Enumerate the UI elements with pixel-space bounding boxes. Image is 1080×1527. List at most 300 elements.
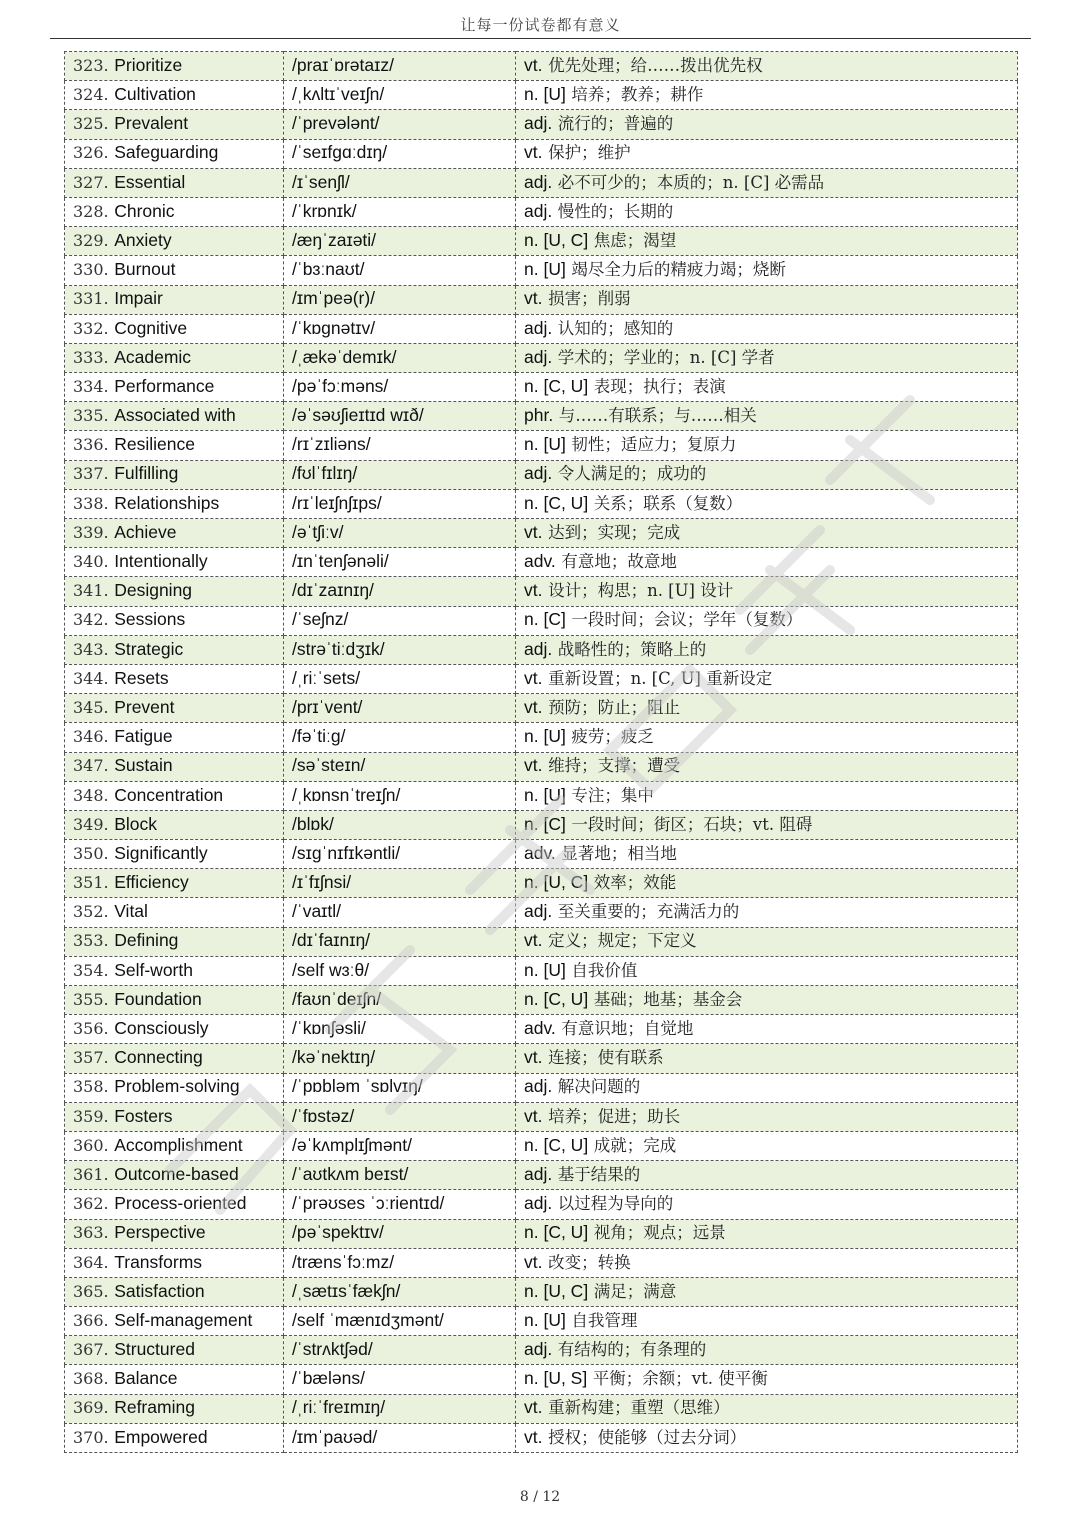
entry-part-of-speech: vt. xyxy=(524,930,543,951)
entry-definition: 基础；地基；基金会 xyxy=(593,989,743,1009)
entry-number: 335. xyxy=(73,406,109,426)
word-cell xyxy=(65,285,284,314)
entry-part-of-speech: vt. xyxy=(524,1426,543,1447)
entry-phonetic: /ˈbæləns/ xyxy=(292,1368,365,1389)
entry-phonetic: /ˌækəˈdemɪk/ xyxy=(292,346,397,367)
entry-word: Cognitive xyxy=(114,317,188,338)
table-row xyxy=(65,1015,1018,1044)
word-cell xyxy=(65,577,284,606)
phonetic-cell xyxy=(284,577,516,606)
table-row xyxy=(65,81,1018,110)
entry-definition: 成就；完成 xyxy=(593,1135,677,1155)
entry-part-of-speech: adj. xyxy=(524,200,553,221)
word-cell xyxy=(65,986,284,1015)
word-cell xyxy=(65,373,284,402)
entry-number: 323. xyxy=(73,55,109,75)
entry-number: 349. xyxy=(73,814,109,834)
entry-definition: 表现；执行；表演 xyxy=(593,376,726,396)
definition-cell xyxy=(516,110,1018,139)
entry-phonetic: /kəˈnektɪŋ/ xyxy=(292,1047,376,1068)
entry-definition: 重新设置；n. [C, U] 重新设定 xyxy=(548,668,773,688)
word-cell xyxy=(65,1423,284,1452)
word-cell xyxy=(65,1015,284,1044)
table-row xyxy=(65,519,1018,548)
entry-part-of-speech: n. [C, U] xyxy=(524,492,589,513)
entry-phonetic: /ˌriːˈfreɪmɪŋ/ xyxy=(292,1397,386,1418)
phonetic-cell xyxy=(284,840,516,869)
entry-phonetic: /ˈkɒnʃəsli/ xyxy=(292,1018,366,1039)
entry-word: Accomplishment xyxy=(114,1134,243,1155)
phonetic-cell xyxy=(284,927,516,956)
entry-phonetic: /ˈpɒbləm ˈsɒlvɪŋ/ xyxy=(292,1076,423,1097)
table-row xyxy=(65,956,1018,985)
entry-number: 355. xyxy=(73,989,109,1009)
definition-cell xyxy=(516,227,1018,256)
word-cell xyxy=(65,314,284,343)
table-row xyxy=(65,110,1018,139)
vocabulary-table xyxy=(64,51,1018,1453)
entry-definition: 培养；教养；耕作 xyxy=(571,85,704,105)
entry-number: 338. xyxy=(73,493,109,513)
phonetic-cell xyxy=(284,1336,516,1365)
definition-cell xyxy=(516,1307,1018,1336)
entry-word: Satisfaction xyxy=(114,1280,205,1301)
entry-phonetic: /self wɜːθ/ xyxy=(292,959,370,980)
entry-phonetic: /pəˈspektɪv/ xyxy=(292,1222,384,1243)
entry-phonetic: /ˈseʃnz/ xyxy=(292,609,349,630)
entry-word: Block xyxy=(114,813,157,834)
definition-cell xyxy=(516,1365,1018,1394)
entry-number: 334. xyxy=(73,376,109,396)
definition-cell xyxy=(516,314,1018,343)
entry-word: Self-management xyxy=(114,1309,253,1330)
word-cell xyxy=(65,431,284,460)
table-row xyxy=(65,489,1018,518)
phonetic-cell xyxy=(284,694,516,723)
definition-cell xyxy=(516,81,1018,110)
definition-cell xyxy=(516,1102,1018,1131)
entry-word: Relationships xyxy=(114,492,220,513)
word-cell xyxy=(65,781,284,810)
table-row xyxy=(65,1131,1018,1160)
word-cell xyxy=(65,548,284,577)
entry-phonetic: /ɪnˈtenʃənəli/ xyxy=(292,551,389,572)
word-cell xyxy=(65,1102,284,1131)
entry-word: Prevalent xyxy=(114,113,189,134)
entry-part-of-speech: adj. xyxy=(524,317,553,338)
phonetic-cell xyxy=(284,781,516,810)
table-row xyxy=(65,314,1018,343)
table-row xyxy=(65,139,1018,168)
entry-definition: 令人满足的；成功的 xyxy=(557,464,707,484)
entry-definition: 有意识地；自觉地 xyxy=(561,1019,694,1039)
entry-word: Chronic xyxy=(114,200,175,221)
entry-number: 343. xyxy=(73,639,109,659)
entry-phonetic: /faʊnˈdeɪʃn/ xyxy=(292,988,382,1009)
entry-part-of-speech: vt. xyxy=(524,142,543,163)
entry-definition: 培养；促进；助长 xyxy=(548,1106,681,1126)
definition-cell xyxy=(516,285,1018,314)
entry-word: Essential xyxy=(114,171,186,192)
entry-word: Foundation xyxy=(114,988,202,1009)
definition-cell xyxy=(516,548,1018,577)
entry-word: Anxiety xyxy=(114,229,172,250)
entry-word: Fulfilling xyxy=(114,463,179,484)
header-title: 让每一份试卷都有意义 xyxy=(460,16,621,34)
entry-part-of-speech: vt. xyxy=(524,755,543,776)
phonetic-cell xyxy=(284,431,516,460)
entry-word: Achieve xyxy=(114,521,177,542)
phonetic-cell xyxy=(284,1248,516,1277)
table-row xyxy=(65,256,1018,285)
entry-word: Performance xyxy=(114,375,215,396)
entry-number: 324. xyxy=(73,85,109,105)
table-row xyxy=(65,343,1018,372)
entry-definition: 以过程为导向的 xyxy=(557,1194,674,1214)
entry-number: 328. xyxy=(73,201,109,221)
definition-cell xyxy=(516,343,1018,372)
entry-definition: 有意地；故意地 xyxy=(561,552,677,572)
definition-cell xyxy=(516,577,1018,606)
definition-cell xyxy=(516,1394,1018,1423)
entry-definition: 基于结果的 xyxy=(557,1164,641,1184)
phonetic-cell xyxy=(284,1277,516,1306)
table-row xyxy=(65,402,1018,431)
entry-definition: 定义；规定；下定义 xyxy=(548,931,697,951)
entry-number: 350. xyxy=(73,843,109,863)
definition-cell xyxy=(516,810,1018,839)
entry-part-of-speech: adj. xyxy=(524,463,553,484)
page-number-current: 8 xyxy=(519,1489,529,1505)
phonetic-cell xyxy=(284,460,516,489)
table-row xyxy=(65,810,1018,839)
entry-part-of-speech: vt. xyxy=(524,521,543,542)
entry-phonetic: /ˈaʊtkʌm beɪst/ xyxy=(292,1163,409,1184)
entry-phonetic: /fʊlˈfɪlɪŋ/ xyxy=(292,463,358,484)
table-row xyxy=(65,1277,1018,1306)
entry-word: Reframing xyxy=(114,1397,195,1418)
definition-cell xyxy=(516,402,1018,431)
entry-phonetic: /praɪˈɒrətaɪz/ xyxy=(292,54,394,75)
entry-definition: 一段时间；街区；石块；vt. 阻碍 xyxy=(571,814,813,834)
entry-number: 370. xyxy=(73,1427,109,1447)
word-cell xyxy=(65,1161,284,1190)
entry-part-of-speech: n. [U] xyxy=(524,434,566,455)
entry-definition: 韧性；适应力；复原力 xyxy=(571,435,737,455)
word-cell xyxy=(65,1307,284,1336)
phonetic-cell xyxy=(284,869,516,898)
entry-definition: 必不可少的；本质的；n. [C] 必需品 xyxy=(557,172,825,192)
definition-cell xyxy=(516,723,1018,752)
entry-part-of-speech: n. [U, C] xyxy=(524,229,589,250)
entry-definition: 自我管理 xyxy=(571,1310,638,1330)
definition-cell xyxy=(516,52,1018,81)
definition-cell xyxy=(516,635,1018,664)
entry-number: 330. xyxy=(73,260,109,280)
definition-cell xyxy=(516,1423,1018,1452)
word-cell xyxy=(65,489,284,518)
word-cell xyxy=(65,840,284,869)
phonetic-cell xyxy=(284,1365,516,1394)
phonetic-cell xyxy=(284,52,516,81)
entry-phonetic: /ɪmˈpeə(r)/ xyxy=(292,288,376,309)
entry-number: 351. xyxy=(73,873,109,893)
table-row xyxy=(65,285,1018,314)
entry-part-of-speech: n. [U, C] xyxy=(524,1280,589,1301)
entry-number: 341. xyxy=(73,581,109,601)
entry-number: 362. xyxy=(73,1194,109,1214)
entry-phonetic: /blɒk/ xyxy=(292,813,334,834)
table-row xyxy=(65,1394,1018,1423)
entry-number: 331. xyxy=(73,289,109,309)
entry-word: Consciously xyxy=(114,1018,209,1039)
entry-phonetic: /prɪˈvent/ xyxy=(292,696,363,717)
phonetic-cell xyxy=(284,1015,516,1044)
entry-phonetic: /ɪˈfɪʃnsi/ xyxy=(292,872,352,893)
table-row xyxy=(65,840,1018,869)
definition-cell xyxy=(516,1073,1018,1102)
entry-definition: 焦虑；渴望 xyxy=(593,230,677,250)
phonetic-cell xyxy=(284,314,516,343)
entry-part-of-speech: adj. xyxy=(524,638,553,659)
entry-phonetic: /əˈsəʊʃieɪtɪd wɪð/ xyxy=(292,405,424,426)
entry-phonetic: /ˈprevələnt/ xyxy=(292,113,380,134)
entry-word: Balance xyxy=(114,1368,178,1389)
phonetic-cell xyxy=(284,548,516,577)
entry-part-of-speech: n. [U, S] xyxy=(524,1368,588,1389)
entry-number: 366. xyxy=(73,1310,109,1330)
word-cell xyxy=(65,343,284,372)
definition-cell xyxy=(516,519,1018,548)
phonetic-cell xyxy=(284,1190,516,1219)
entry-phonetic: /rɪˈzɪliəns/ xyxy=(292,434,371,455)
table-row xyxy=(65,1044,1018,1073)
table-row xyxy=(65,548,1018,577)
entry-word: Burnout xyxy=(114,259,176,280)
entry-word: Prioritize xyxy=(114,54,183,75)
phonetic-cell xyxy=(284,1102,516,1131)
entry-number: 368. xyxy=(73,1369,109,1389)
table-row xyxy=(65,373,1018,402)
entry-part-of-speech: n. [U] xyxy=(524,84,566,105)
entry-number: 340. xyxy=(73,552,109,572)
entry-part-of-speech: n. [C, U] xyxy=(524,1222,589,1243)
entry-number: 348. xyxy=(73,785,109,805)
entry-definition: 平衡；余额；vt. 使平衡 xyxy=(592,1369,768,1389)
definition-cell xyxy=(516,956,1018,985)
table-row xyxy=(65,1219,1018,1248)
entry-number: 342. xyxy=(73,610,109,630)
entry-definition: 显著地；相当地 xyxy=(561,843,677,863)
entry-definition: 视角；观点；远景 xyxy=(593,1223,726,1243)
entry-phonetic: /ˌriːˈsets/ xyxy=(292,667,361,688)
phonetic-cell xyxy=(284,489,516,518)
entry-part-of-speech: vt. xyxy=(524,54,543,75)
entry-word: Problem-solving xyxy=(114,1076,240,1097)
table-row xyxy=(65,986,1018,1015)
vocabulary-table-body xyxy=(65,52,1018,1453)
entry-phonetic: /rɪˈleɪʃnʃɪps/ xyxy=(292,492,382,513)
entry-word: Academic xyxy=(114,346,192,367)
word-cell xyxy=(65,168,284,197)
entry-definition: 优先处理；给……拨出优先权 xyxy=(548,55,763,75)
entry-part-of-speech: vt. xyxy=(524,580,543,601)
entry-number: 345. xyxy=(73,697,109,717)
phonetic-cell xyxy=(284,373,516,402)
entry-word: Strategic xyxy=(114,638,184,659)
entry-part-of-speech: adj. xyxy=(524,901,553,922)
phonetic-cell xyxy=(284,139,516,168)
entry-word: Resets xyxy=(114,667,169,688)
entry-definition: 连接；使有联系 xyxy=(548,1048,664,1068)
phonetic-cell xyxy=(284,110,516,139)
entry-phonetic: /ˌkɒnsnˈtreɪʃn/ xyxy=(292,784,401,805)
table-row xyxy=(65,460,1018,489)
word-cell xyxy=(65,256,284,285)
entry-word: Self-worth xyxy=(114,959,193,980)
entry-definition: 保护；维护 xyxy=(548,143,631,163)
definition-cell xyxy=(516,139,1018,168)
word-cell xyxy=(65,1190,284,1219)
entry-part-of-speech: n. [C, U] xyxy=(524,375,589,396)
phonetic-cell xyxy=(284,197,516,226)
definition-cell xyxy=(516,898,1018,927)
entry-number: 359. xyxy=(73,1106,109,1126)
definition-cell xyxy=(516,1044,1018,1073)
phonetic-cell xyxy=(284,168,516,197)
entry-word: Intentionally xyxy=(114,551,208,572)
entry-definition: 流行的；普遍的 xyxy=(557,114,674,134)
entry-phonetic: /æŋˈzaɪəti/ xyxy=(292,229,377,250)
entry-phonetic: /pəˈfɔːməns/ xyxy=(292,375,389,396)
entry-phonetic: /self ˈmænɪdʒmənt/ xyxy=(292,1309,444,1330)
word-cell xyxy=(65,664,284,693)
table-row xyxy=(65,606,1018,635)
word-cell xyxy=(65,869,284,898)
word-cell xyxy=(65,402,284,431)
entry-number: 344. xyxy=(73,668,109,688)
entry-part-of-speech: adj. xyxy=(524,346,553,367)
entry-part-of-speech: n. [C] xyxy=(524,813,566,834)
entry-definition: 解决问题的 xyxy=(557,1077,641,1097)
entry-definition: 预防；防止；阻止 xyxy=(548,697,681,717)
word-cell xyxy=(65,1219,284,1248)
definition-cell xyxy=(516,460,1018,489)
table-row xyxy=(65,694,1018,723)
word-cell xyxy=(65,723,284,752)
word-cell xyxy=(65,1277,284,1306)
entry-number: 361. xyxy=(73,1164,109,1184)
entry-definition: 授权；使能够（过去分词） xyxy=(548,1427,747,1447)
definition-cell xyxy=(516,168,1018,197)
entry-number: 358. xyxy=(73,1077,109,1097)
entry-part-of-speech: vt. xyxy=(524,1251,543,1272)
entry-definition: 效率；效能 xyxy=(593,873,677,893)
entry-part-of-speech: adv. xyxy=(524,551,556,572)
entry-definition: 战略性的；策略上的 xyxy=(557,639,707,659)
phonetic-cell xyxy=(284,343,516,372)
entry-part-of-speech: vt. xyxy=(524,1047,543,1068)
entry-definition: 学术的；学业的；n. [C] 学者 xyxy=(557,347,775,367)
entry-number: 356. xyxy=(73,1019,109,1039)
word-cell xyxy=(65,81,284,110)
phonetic-cell xyxy=(284,1307,516,1336)
word-cell xyxy=(65,1248,284,1277)
entry-part-of-speech: phr. xyxy=(524,405,554,426)
entry-part-of-speech: n. [U] xyxy=(524,784,566,805)
entry-number: 364. xyxy=(73,1252,109,1272)
entry-word: Fatigue xyxy=(114,726,173,747)
word-cell xyxy=(65,197,284,226)
phonetic-cell xyxy=(284,664,516,693)
entry-definition: 设计；构思；n. [U] 设计 xyxy=(548,581,734,601)
word-cell xyxy=(65,1365,284,1394)
entry-part-of-speech: vt. xyxy=(524,667,543,688)
definition-cell xyxy=(516,256,1018,285)
table-row xyxy=(65,1423,1018,1452)
word-cell xyxy=(65,110,284,139)
phonetic-cell xyxy=(284,723,516,752)
entry-number: 347. xyxy=(73,756,109,776)
table-row xyxy=(65,869,1018,898)
entry-phonetic: /ɪmˈpaʊəd/ xyxy=(292,1426,378,1447)
entry-phonetic: /səˈsteɪn/ xyxy=(292,755,366,776)
entry-definition: 与……有联系；与……相关 xyxy=(558,406,757,426)
entry-number: 360. xyxy=(73,1135,109,1155)
entry-phonetic: /əˈkʌmplɪʃmənt/ xyxy=(292,1134,413,1155)
definition-cell xyxy=(516,1248,1018,1277)
entry-phonetic: /ˈprəʊses ˈɔːrientɪd/ xyxy=(292,1193,445,1214)
definition-cell xyxy=(516,752,1018,781)
phonetic-cell xyxy=(284,898,516,927)
definition-cell xyxy=(516,869,1018,898)
definition-cell xyxy=(516,781,1018,810)
definition-cell xyxy=(516,373,1018,402)
word-cell xyxy=(65,694,284,723)
phonetic-cell xyxy=(284,1423,516,1452)
entry-word: Perspective xyxy=(114,1222,206,1243)
definition-cell xyxy=(516,197,1018,226)
word-cell xyxy=(65,1073,284,1102)
entry-part-of-speech: n. [U] xyxy=(524,959,566,980)
table-row xyxy=(65,664,1018,693)
entry-word: Sessions xyxy=(114,609,186,630)
definition-cell xyxy=(516,1277,1018,1306)
entry-part-of-speech: adj. xyxy=(524,113,553,134)
definition-cell xyxy=(516,1190,1018,1219)
entry-word: Significantly xyxy=(114,842,208,863)
phonetic-cell xyxy=(284,810,516,839)
phonetic-cell xyxy=(284,635,516,664)
phonetic-cell xyxy=(284,227,516,256)
table-row xyxy=(65,1161,1018,1190)
entry-phonetic: /əˈtʃiːv/ xyxy=(292,521,344,542)
word-cell xyxy=(65,460,284,489)
entry-number: 353. xyxy=(73,931,109,951)
entry-word: Defining xyxy=(114,930,179,951)
entry-definition: 重新构建；重塑（思维） xyxy=(548,1398,730,1418)
table-row xyxy=(65,1336,1018,1365)
entry-number: 365. xyxy=(73,1281,109,1301)
phonetic-cell xyxy=(284,1131,516,1160)
table-row xyxy=(65,197,1018,226)
entry-word: Cultivation xyxy=(114,84,196,105)
entry-number: 325. xyxy=(73,114,109,134)
definition-cell xyxy=(516,986,1018,1015)
entry-phonetic: /ˈkɒɡnətɪv/ xyxy=(292,317,376,338)
entry-number: 346. xyxy=(73,727,109,747)
table-row xyxy=(65,52,1018,81)
